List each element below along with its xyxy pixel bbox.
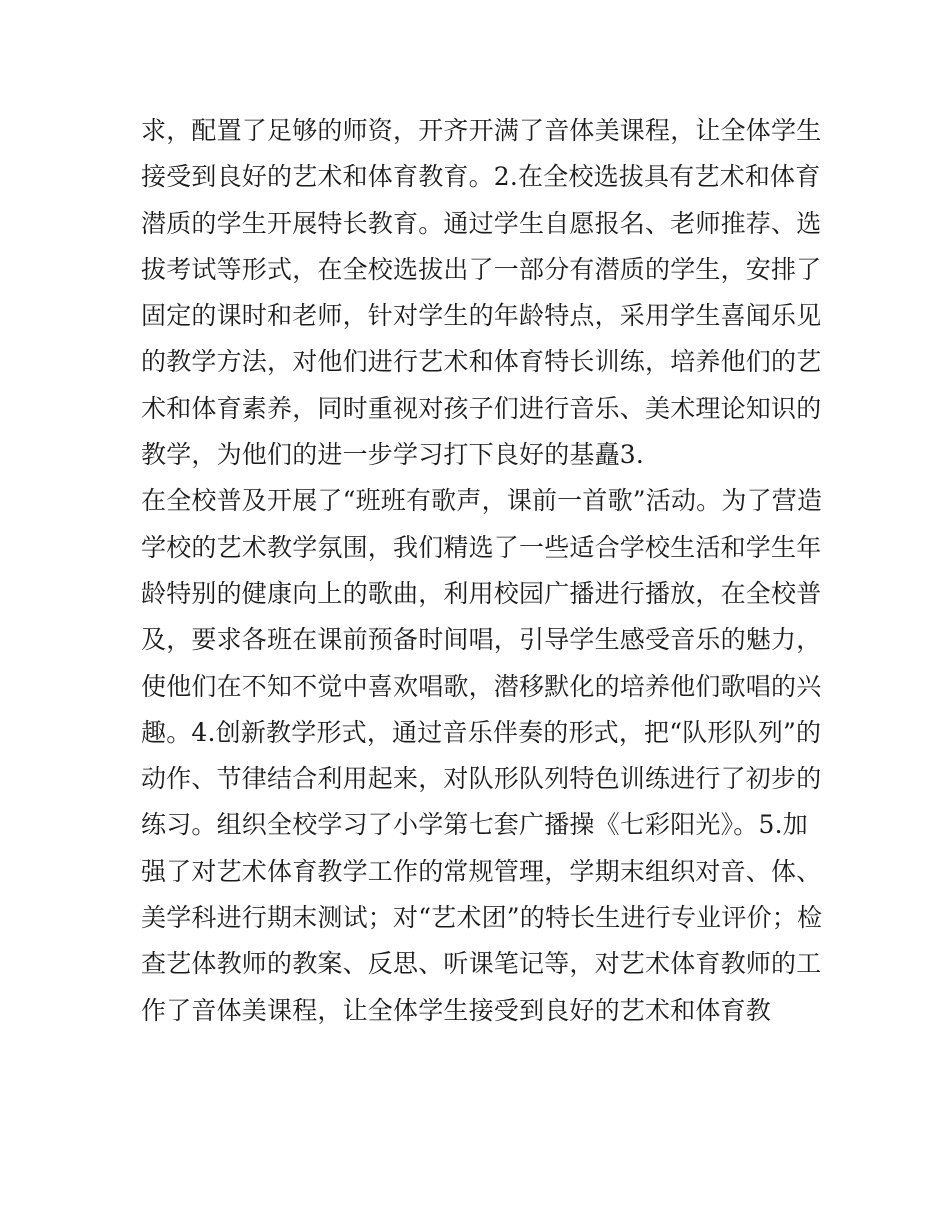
- text-line: 龄特别的健康向上的歌曲，利用校园广播进行播放，在全校普: [141, 578, 822, 608]
- text-line: 动作、节律结合利用起来，对队形队列特色训练进行了初步的: [141, 764, 822, 794]
- text-line: 拔考试等形式，在全校选拔出了一部分有潜质的学生，安排了: [141, 254, 822, 284]
- text-line: 学校的艺术教学氛围，我们精选了一些适合学校生活和学生年: [141, 532, 822, 562]
- text-line: 美学科进行期末测试；对“艺术团”的特长生进行专业评价；检: [141, 903, 823, 933]
- text-line: 的教学方法，对他们进行艺术和体育特长训练，培养他们的艺: [141, 347, 822, 377]
- text-line: 接受到良好的艺术和体育教育。2.在全校选拔具有艺术和体育: [141, 162, 821, 192]
- text-line: 强了对艺术体育教学工作的常规管理，学期末组织对音、体、: [141, 856, 822, 886]
- text-line: 及，要求各班在课前预备时间唱，引导学生感受音乐的魅力，: [141, 625, 822, 655]
- text-line: 教学，为他们的进一步学习打下良好的基矗3.: [141, 440, 645, 470]
- text-line: 练习。组织全校学习了小学第七套广播操《七彩阳光》。5.加: [141, 810, 808, 840]
- text-line: 趣。4.创新教学形式，通过音乐伴奏的形式，把“队形队列”的: [141, 717, 822, 747]
- text-line: 求，配置了足够的师资，开齐开满了音体美课程，让全体学生: [141, 116, 822, 145]
- text-line: 查艺体教师的教案、反思、听课笔记等，对艺术体育教师的工: [141, 949, 822, 979]
- text-line: 术和体育素养，同时重视对孩子们进行音乐、美术理论知识的: [141, 393, 822, 423]
- text-line: 使他们在不知不觉中喜欢唱歌，潜移默化的培养他们歌唱的兴: [141, 671, 822, 701]
- text-line: 潜质的学生开展特长教育。通过学生自愿报名、老师推荐、选: [141, 208, 822, 238]
- text-line: 固定的课时和老师，针对学生的年龄特点，采用学生喜闻乐见: [141, 301, 822, 331]
- text-line: 在全校普及开展了“班班有歌声，课前一首歌”活动。为了营造: [141, 486, 823, 516]
- body-text: [141, 108, 821, 1034]
- text-line: 作了音体美课程，让全体学生接受到良好的艺术和体育教: [141, 995, 772, 1025]
